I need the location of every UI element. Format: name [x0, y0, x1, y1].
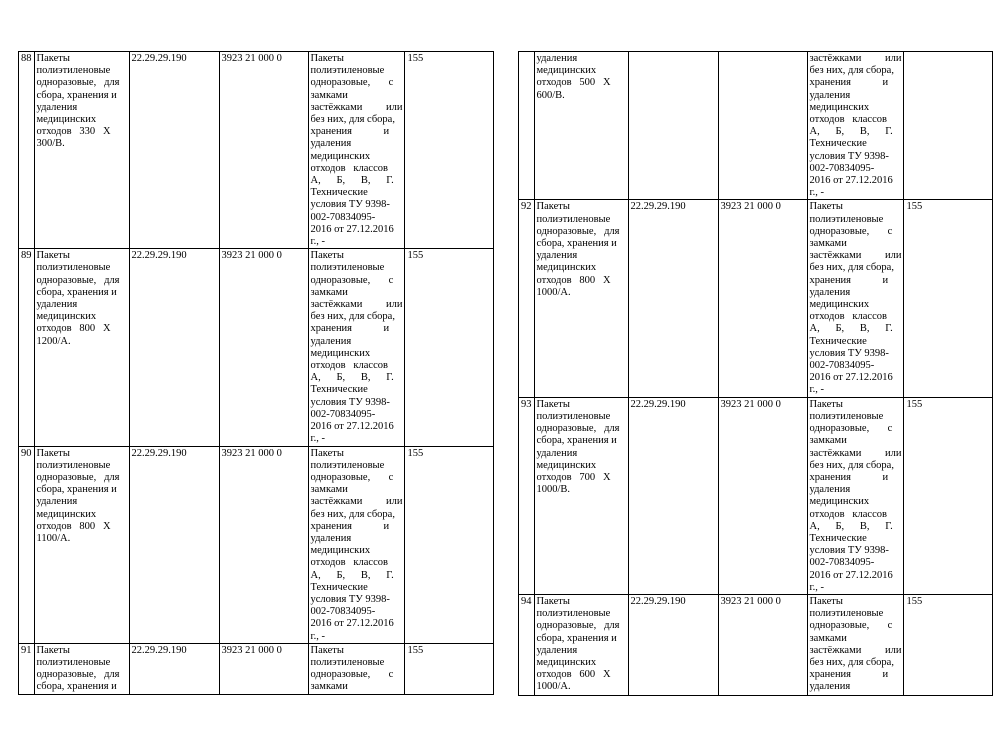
tnved-code: 3923 21 000 0: [219, 52, 308, 249]
quantity: 155: [405, 446, 494, 643]
product-name: Пакеты полиэтиленовые одноразовые, для сбора, хранения и: [34, 643, 129, 694]
row-number: 89: [19, 249, 35, 446]
left-registry-table: [18, 51, 494, 695]
product-name: Пакеты полиэтиленовые одноразовые, для сбора, хранения и удаления медицинских отходов 600 Х 1000/А.: [534, 594, 628, 695]
tnved-code: 3923 21 000 0: [718, 397, 807, 594]
tnved-code: [718, 52, 807, 200]
okpd-code: 22.29.29.190: [628, 397, 718, 594]
row-number: 92: [519, 200, 535, 397]
table-row: [19, 643, 494, 694]
quantity: 155: [405, 52, 494, 249]
table-row: [19, 446, 494, 643]
row-number: 93: [519, 397, 535, 594]
product-name: Пакеты полиэтиленовые одноразовые, для сбора, хранения и удаления медицинских отходов 800 Х 1200/А.: [34, 249, 129, 446]
quantity: 155: [904, 594, 993, 695]
product-name: Пакеты полиэтиленовые одноразовые, для сбора, хранения и удаления медицинских отходов 800 Х 1100/А.: [34, 446, 129, 643]
product-description: Пакеты полиэтиленовые одноразовые, с замками: [308, 643, 405, 694]
row-number: 88: [19, 52, 35, 249]
quantity: 155: [405, 643, 494, 694]
product-description: застёжками или без них, для сбора, хранения и удаления медицинских отходов классов А, Б, В, Г. Технические условия ТУ 9398- 002-70834095- 2016 от 27.12.2016 г., -: [807, 52, 904, 200]
table-row: [519, 200, 993, 397]
tnved-code: 3923 21 000 0: [718, 200, 807, 397]
product-description: Пакеты полиэтиленовые одноразовые, с замками застёжками или без них, для сбора, хранения и удаления: [807, 594, 904, 695]
okpd-code: 22.29.29.190: [129, 643, 219, 694]
product-description: Пакеты полиэтиленовые одноразовые, с замками застёжками или без них, для сбора, хранения и удаления медицинских отходов классов А, Б, В, Г. Технические условия ТУ 9398- 002-70834095- 2016 от 27.12.2016 г., -: [807, 200, 904, 397]
tnved-code: 3923 21 000 0: [219, 249, 308, 446]
product-name: удаления медицинских отходов 500 Х 600/В.: [534, 52, 628, 200]
quantity: [904, 52, 993, 200]
quantity: 155: [904, 397, 993, 594]
tnved-code: 3923 21 000 0: [219, 643, 308, 694]
table-row: [519, 594, 993, 695]
row-number: 91: [19, 643, 35, 694]
product-description: Пакеты полиэтиленовые одноразовые, с замками застёжками или без них, для сбора, хранения и удаления медицинских отходов классов А, Б, В, Г. Технические условия ТУ 9398- 002-70834095- 2016 от 27.12.2016 г., -: [308, 52, 405, 249]
right-page: [518, 51, 993, 696]
product-name: Пакеты полиэтиленовые одноразовые, для сбора, хранения и удаления медицинских отходов 700 Х 1000/В.: [534, 397, 628, 594]
product-description: Пакеты полиэтиленовые одноразовые, с замками застёжками или без них, для сбора, хранения и удаления медицинских отходов классов А, Б, В, Г. Технические условия ТУ 9398- 002-70834095- 2016 от 27.12.2016 г., -: [308, 446, 405, 643]
row-number: 94: [519, 594, 535, 695]
row-number: [519, 52, 535, 200]
quantity: 155: [405, 249, 494, 446]
product-description: Пакеты полиэтиленовые одноразовые, с замками застёжками или без них, для сбора, хранения и удаления медицинских отходов классов А, Б, В, Г. Технические условия ТУ 9398- 002-70834095- 2016 от 27.12.2016 г., -: [308, 249, 405, 446]
okpd-code: 22.29.29.190: [628, 200, 718, 397]
product-name: Пакеты полиэтиленовые одноразовые, для сбора, хранения и удаления медицинских отходов 800 Х 1000/А.: [534, 200, 628, 397]
table-row: [519, 397, 993, 594]
right-registry-table: [518, 51, 993, 696]
tnved-code: 3923 21 000 0: [219, 446, 308, 643]
table-row: [19, 52, 494, 249]
table-row: [19, 249, 494, 446]
left-page: [18, 51, 494, 695]
product-description: Пакеты полиэтиленовые одноразовые, с замками застёжками или без них, для сбора, хранения и удаления медицинских отходов классов А, Б, В, Г. Технические условия ТУ 9398- 002-70834095- 2016 от 27.12.2016 г., -: [807, 397, 904, 594]
okpd-code: 22.29.29.190: [129, 249, 219, 446]
okpd-code: [628, 52, 718, 200]
okpd-code: 22.29.29.190: [129, 52, 219, 249]
product-name: Пакеты полиэтиленовые одноразовые, для сбора, хранения и удаления медицинских отходов 330 Х 300/В.: [34, 52, 129, 249]
okpd-code: 22.29.29.190: [628, 594, 718, 695]
table-row: [519, 52, 993, 200]
row-number: 90: [19, 446, 35, 643]
quantity: 155: [904, 200, 993, 397]
okpd-code: 22.29.29.190: [129, 446, 219, 643]
tnved-code: 3923 21 000 0: [718, 594, 807, 695]
